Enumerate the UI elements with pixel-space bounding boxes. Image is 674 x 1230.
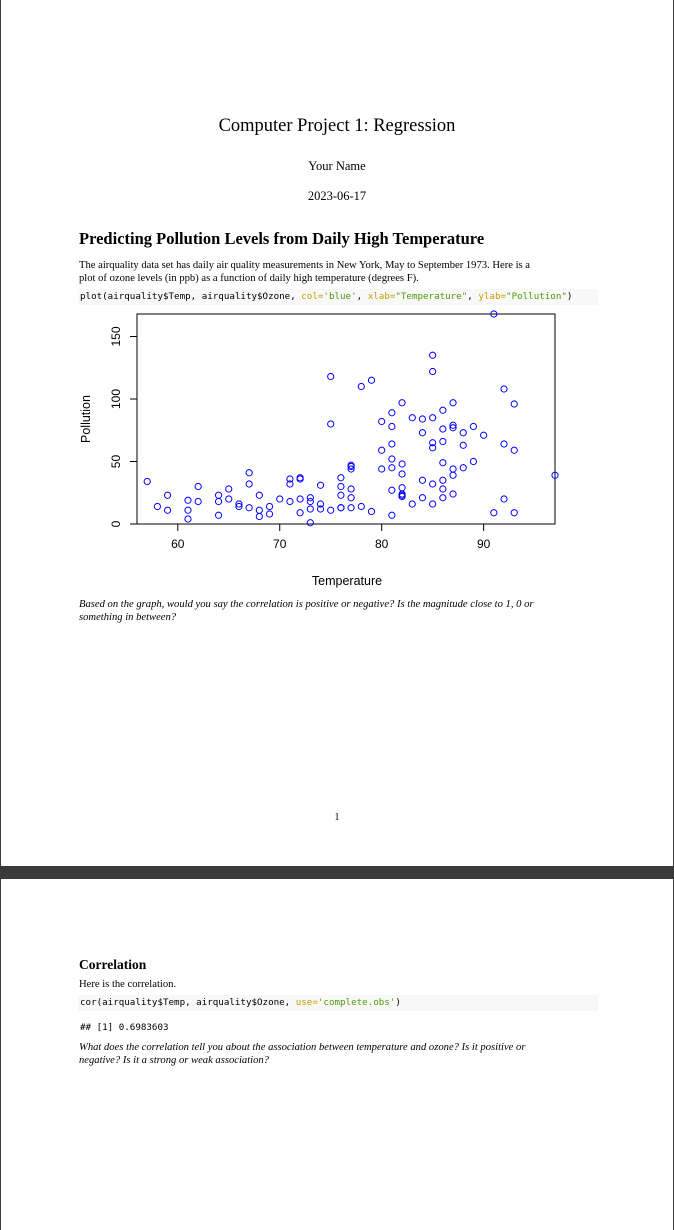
data-point xyxy=(440,407,446,413)
data-point xyxy=(501,386,507,392)
data-point xyxy=(419,430,425,436)
code-arg-ylab: ylab= xyxy=(478,291,507,302)
data-point xyxy=(358,503,364,509)
y-axis-label: Pollution xyxy=(79,395,93,443)
correlation-question xyxy=(79,1042,597,1067)
data-point xyxy=(450,491,456,497)
data-point xyxy=(379,418,385,424)
data-point xyxy=(379,466,385,472)
code-call: cor(airquality$Temp, airquality$Ozone, xyxy=(80,997,296,1008)
data-point xyxy=(409,415,415,421)
x-tick-label: 80 xyxy=(375,537,389,551)
y-axis xyxy=(109,326,137,527)
intro-line-1: The airquality data set has daily air quality measurements in New York, May to September 1973. Here is a xyxy=(79,260,531,271)
data-point xyxy=(419,477,425,483)
data-point xyxy=(399,471,405,477)
data-point xyxy=(215,492,221,498)
data-point xyxy=(450,472,456,478)
data-point xyxy=(450,400,456,406)
x-tick-label: 70 xyxy=(273,537,287,551)
data-point xyxy=(266,503,272,509)
data-point xyxy=(440,486,446,492)
data-point xyxy=(154,503,160,509)
question-line-2: something in between? xyxy=(79,611,177,623)
question-line-1: Based on the graph, would you say the correlation is positive or negative? Is the magnitude close to 1, 0 or xyxy=(79,599,534,610)
data-point xyxy=(450,466,456,472)
code-close: ) xyxy=(395,997,401,1008)
data-point xyxy=(226,486,232,492)
data-point xyxy=(399,485,405,491)
data-point xyxy=(185,507,191,513)
data-point xyxy=(470,458,476,464)
data-point xyxy=(511,510,517,516)
correlation-text: Here is the correlation. xyxy=(79,979,177,990)
x-tick-label: 90 xyxy=(476,537,491,551)
code-separator: , xyxy=(467,291,479,302)
data-point xyxy=(185,497,191,503)
code-arg-col: col= xyxy=(301,291,324,302)
data-point xyxy=(256,507,262,513)
code-arg-use: use= xyxy=(295,997,318,1008)
y-tick-label: 150 xyxy=(109,326,123,347)
plot-frame xyxy=(137,314,555,524)
data-points xyxy=(144,311,558,526)
x-axis-label: Temperature xyxy=(311,574,383,588)
data-point xyxy=(246,505,252,511)
data-point xyxy=(430,352,436,358)
y-tick-label: 100 xyxy=(109,388,123,410)
code-arg-xlab: xlab= xyxy=(367,291,396,302)
data-point xyxy=(277,496,283,502)
data-point xyxy=(256,513,262,519)
data-point xyxy=(185,516,191,522)
data-point xyxy=(470,423,476,429)
data-point xyxy=(460,442,466,448)
data-point xyxy=(501,441,507,447)
question-line-1: What does the correlation tell you about the association between temperature and ozone? Is it positive or xyxy=(79,1042,526,1053)
data-point xyxy=(440,426,446,432)
data-point xyxy=(399,461,405,467)
page-1 xyxy=(1,0,673,866)
data-point xyxy=(440,495,446,501)
data-point xyxy=(164,507,170,513)
x-axis xyxy=(171,524,491,551)
data-point xyxy=(379,447,385,453)
data-point xyxy=(460,430,466,436)
data-point xyxy=(338,492,344,498)
code-output: ## [1] 0.6983603 xyxy=(80,1022,169,1033)
data-point xyxy=(430,368,436,374)
data-point xyxy=(389,441,395,447)
data-point xyxy=(419,416,425,422)
cor-code-block xyxy=(78,995,598,1011)
y-tick-label: 0 xyxy=(109,520,123,528)
data-point xyxy=(328,421,334,427)
question-paragraph xyxy=(79,599,597,624)
data-point xyxy=(368,508,374,514)
data-point xyxy=(389,410,395,416)
data-point xyxy=(511,401,517,407)
data-point xyxy=(164,492,170,498)
data-point xyxy=(419,495,425,501)
data-point xyxy=(481,432,487,438)
data-point xyxy=(511,447,517,453)
correlation-heading: Correlation xyxy=(79,957,147,972)
data-point xyxy=(144,478,150,484)
code-call: plot(airquality$Temp, airquality$Ozone, xyxy=(80,291,302,302)
data-point xyxy=(328,507,334,513)
data-point xyxy=(266,511,272,517)
data-point xyxy=(389,465,395,471)
data-point xyxy=(215,512,221,518)
data-point xyxy=(195,483,201,489)
data-point xyxy=(440,477,446,483)
data-point xyxy=(368,377,374,383)
section-heading: Predicting Pollution Levels from Daily High Temperature xyxy=(79,229,485,248)
data-point xyxy=(440,460,446,466)
data-point xyxy=(491,510,497,516)
data-point xyxy=(389,487,395,493)
data-point xyxy=(430,415,436,421)
data-point xyxy=(338,505,344,511)
data-point xyxy=(389,512,395,518)
data-point xyxy=(409,501,415,507)
document-title: Computer Project 1: Regression xyxy=(218,116,456,136)
intro-line-2: plot of ozone levels (in ppb) as a function of daily high temperature (degrees F). xyxy=(79,272,419,284)
data-point xyxy=(338,475,344,481)
code-value-xlab: "Temperature" xyxy=(395,291,468,302)
data-point xyxy=(246,481,252,487)
code-close: ) xyxy=(566,291,573,302)
data-point xyxy=(287,498,293,504)
data-point xyxy=(399,400,405,406)
code-separator: , xyxy=(356,291,368,302)
question-line-2: negative? Is it a strong or weak association? xyxy=(79,1054,269,1066)
data-point xyxy=(348,495,354,501)
scatter-plot xyxy=(1,300,673,600)
code-value-col: 'blue' xyxy=(323,291,357,302)
data-point xyxy=(389,423,395,429)
intro-paragraph xyxy=(79,260,597,285)
x-tick-label: 60 xyxy=(171,537,185,551)
data-point xyxy=(501,496,507,502)
data-point xyxy=(297,496,303,502)
data-point xyxy=(195,498,201,504)
data-point xyxy=(328,373,334,379)
code-value-ylab: "Pollution" xyxy=(506,291,567,302)
y-tick-label: 50 xyxy=(109,454,123,469)
data-point xyxy=(440,438,446,444)
data-point xyxy=(348,486,354,492)
data-point xyxy=(307,520,313,526)
author-name: Your Name xyxy=(308,159,366,173)
data-point xyxy=(430,481,436,487)
code-value-use: 'complete.obs' xyxy=(317,997,396,1008)
data-point xyxy=(256,492,262,498)
data-point xyxy=(338,483,344,489)
page-number: 1 xyxy=(334,812,340,823)
data-point xyxy=(460,465,466,471)
data-point xyxy=(358,383,364,389)
data-point xyxy=(246,470,252,476)
page-2 xyxy=(1,879,673,1230)
data-point xyxy=(348,505,354,511)
data-point xyxy=(317,482,323,488)
data-point xyxy=(307,506,313,512)
data-point xyxy=(215,498,221,504)
data-point xyxy=(430,501,436,507)
data-point xyxy=(389,456,395,462)
data-point xyxy=(297,510,303,516)
data-point xyxy=(307,498,313,504)
document-date: 2023-06-17 xyxy=(307,189,367,203)
data-point xyxy=(226,496,232,502)
